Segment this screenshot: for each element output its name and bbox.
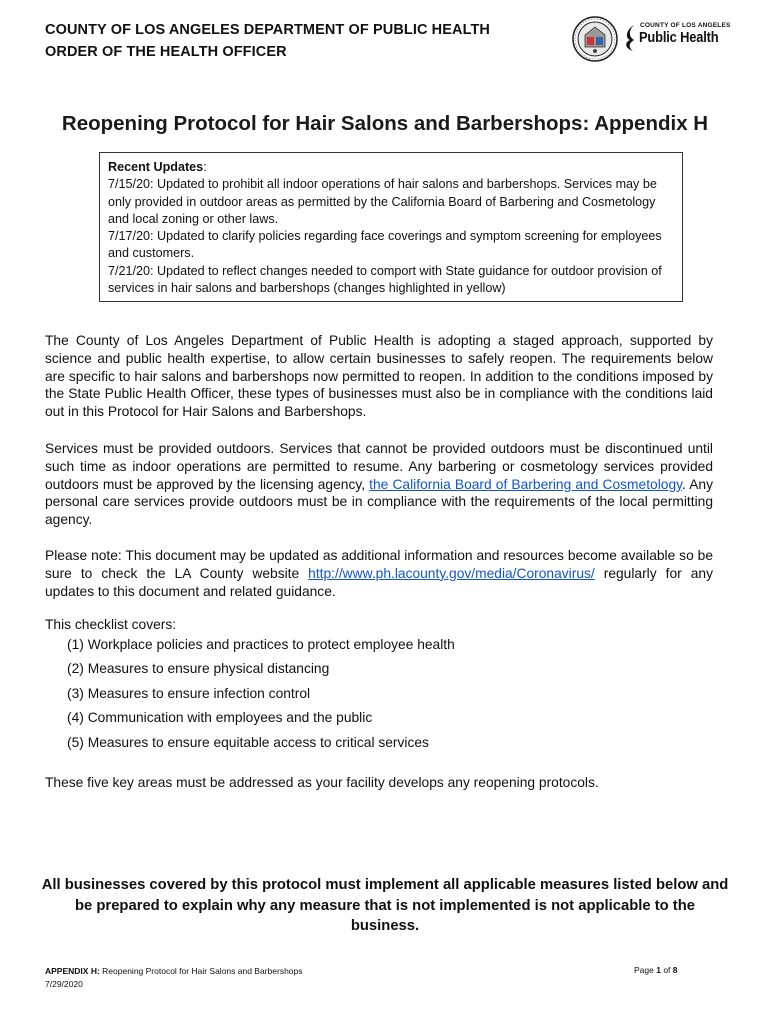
page-title: Reopening Protocol for Hair Salons and Barbershops: Appendix H <box>61 112 709 135</box>
update-item: 7/15/20: Updated to prohibit all indoor operations of hair salons and barbershops. Services may be only provided in outdoor areas as permitted by the California Board of Barbering and Cosmetology and local zoning or other laws. <box>108 177 657 226</box>
logo-county-text: COUNTY OF LOS ANGELES <box>640 22 731 29</box>
checklist-intro: This checklist covers: <box>45 617 177 632</box>
checklist-item: (3) Measures to ensure infection control <box>67 686 311 701</box>
checklist-item: (2) Measures to ensure physical distancing <box>67 661 330 676</box>
header-order: ORDER OF THE HEALTH OFFICER <box>45 44 287 60</box>
footer-left <box>45 965 303 991</box>
update-item: 7/17/20: Updated to clarify policies regarding face coverings and symptom screening for employees and customers. <box>108 229 662 261</box>
checklist-item: (1) Workplace policies and practices to protect employee health <box>67 637 455 652</box>
intro-paragraph: The County of Los Angeles Department of Public Health is adopting a staged approach, supported by science and public health expertise, to allow certain businesses to safely reopen. The requirements below are specific to hair salons and barbershops now permitted to reopen. In addition to the conditions imposed by the State Public Health Officer, these types of businesses must also be in compliance with the conditions laid out in this Protocol for Hair Salons and Barbershops. <box>45 333 713 420</box>
page-number: Page 1 of 8 <box>634 965 678 975</box>
recent-updates-box <box>99 152 683 302</box>
implementation-notice: All businesses covered by this protocol must implement all applicable measures listed below and be prepared to explain why any measure that is not implemented is not applicable to the business. <box>41 877 729 934</box>
logo-public-health-text: Public Health <box>639 29 719 46</box>
please-note-paragraph: Please note: This document may be updated as additional information and resources become available so be sure to check the LA County website http://www.ph.lacounty.gov/media/Coronavirus/ regularly for any updates to this document and related guidance. <box>45 548 713 599</box>
coronavirus-website-link[interactable]: http://www.ph.lacounty.gov/media/Coronavirus/ <box>308 565 595 581</box>
update-item: 7/21/20: Updated to reflect changes needed to comport with State guidance for outdoor provision of services in hair salons and barbershops (changes highlighted in yellow) <box>108 263 662 296</box>
footer-date: 7/29/2020 <box>45 979 83 989</box>
closing-sentence: These five key areas must be addressed as your facility develops any reopening protocols. <box>45 775 599 790</box>
checklist-item: (5) Measures to ensure equitable access to critical services <box>67 735 429 750</box>
header-department: COUNTY OF LOS ANGELES DEPARTMENT OF PUBLIC HEALTH <box>45 22 491 38</box>
public-health-logo <box>622 20 732 56</box>
barbering-board-link[interactable]: the California Board of Barbering and Cosmetology <box>369 476 683 492</box>
footer-appendix: APPENDIX H: Reopening Protocol for Hair Salons and Barbershops <box>45 966 303 976</box>
county-seal-icon <box>572 16 618 62</box>
checklist-item: (4) Communication with employees and the public <box>67 710 373 725</box>
outdoor-services-paragraph: Services must be provided outdoors. Services that cannot be provided outdoors must be discontinued until such time as indoor operations are permitted to resume. Any barbering or cosmetology services provided outdoors must be approved by the licensing agency, the California Board of Barbering and Cosmetology. Any personal care services provide outdoors must be in compliance with the requirements of the local permitting agency. <box>45 441 713 528</box>
public-health-swoosh-icon <box>622 24 638 52</box>
recent-updates-heading: Recent Updates: <box>108 160 207 174</box>
